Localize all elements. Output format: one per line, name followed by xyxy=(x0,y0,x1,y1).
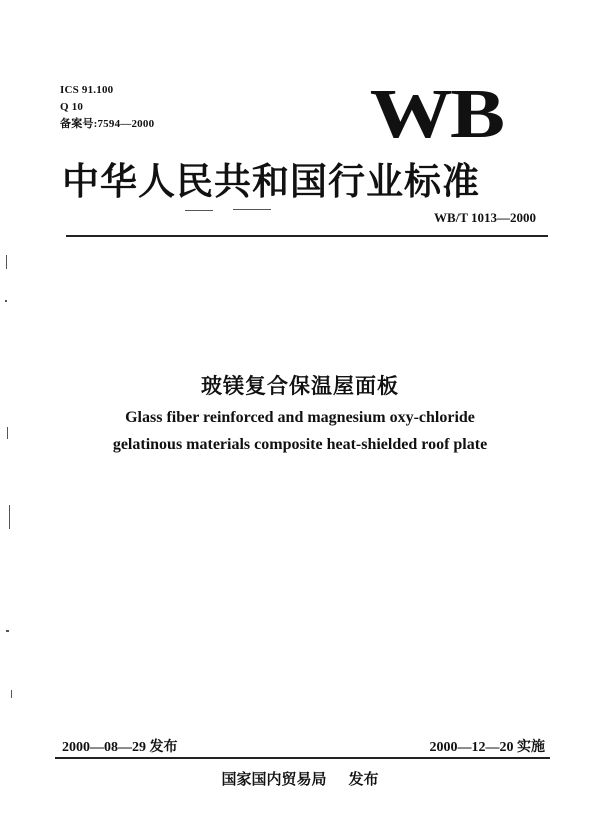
classification-code: Q 10 xyxy=(60,101,84,113)
implementation-date: 2000—12—20 实施 xyxy=(429,740,545,755)
document-title-chinese: 玻镁复合保温屋面板 xyxy=(201,374,399,398)
standard-number: WB/T 1013—2000 xyxy=(434,210,536,225)
document-title-english-line2: gelatinous materials composite heat-shielded roof plate xyxy=(112,436,488,453)
scan-mark xyxy=(7,427,8,439)
document-title-english-line1: Glass fiber reinforced and magnesium oxy-chloride xyxy=(125,409,475,426)
scan-mark xyxy=(9,505,10,529)
issuer-name: 国家国内贸易局 xyxy=(221,770,327,788)
record-number: 备案号:7594—2000 xyxy=(60,118,155,130)
issuer-action: 发布 xyxy=(348,770,379,788)
wb-logo: WB xyxy=(370,76,503,153)
scan-mark xyxy=(233,209,271,210)
issue-date: 2000—08—29 发布 xyxy=(62,740,178,755)
scan-mark xyxy=(185,210,213,211)
ics-code: ICS 91.100 xyxy=(60,84,114,96)
issuer-line xyxy=(0,768,600,789)
scan-mark xyxy=(6,255,7,269)
scan-mark xyxy=(6,630,9,632)
header-divider xyxy=(66,235,548,237)
document-metadata xyxy=(60,82,154,133)
standard-title: 中华人民共和国行业标准 xyxy=(62,160,480,203)
footer-divider xyxy=(55,757,550,759)
scan-mark xyxy=(11,690,12,698)
scan-mark xyxy=(5,300,7,302)
